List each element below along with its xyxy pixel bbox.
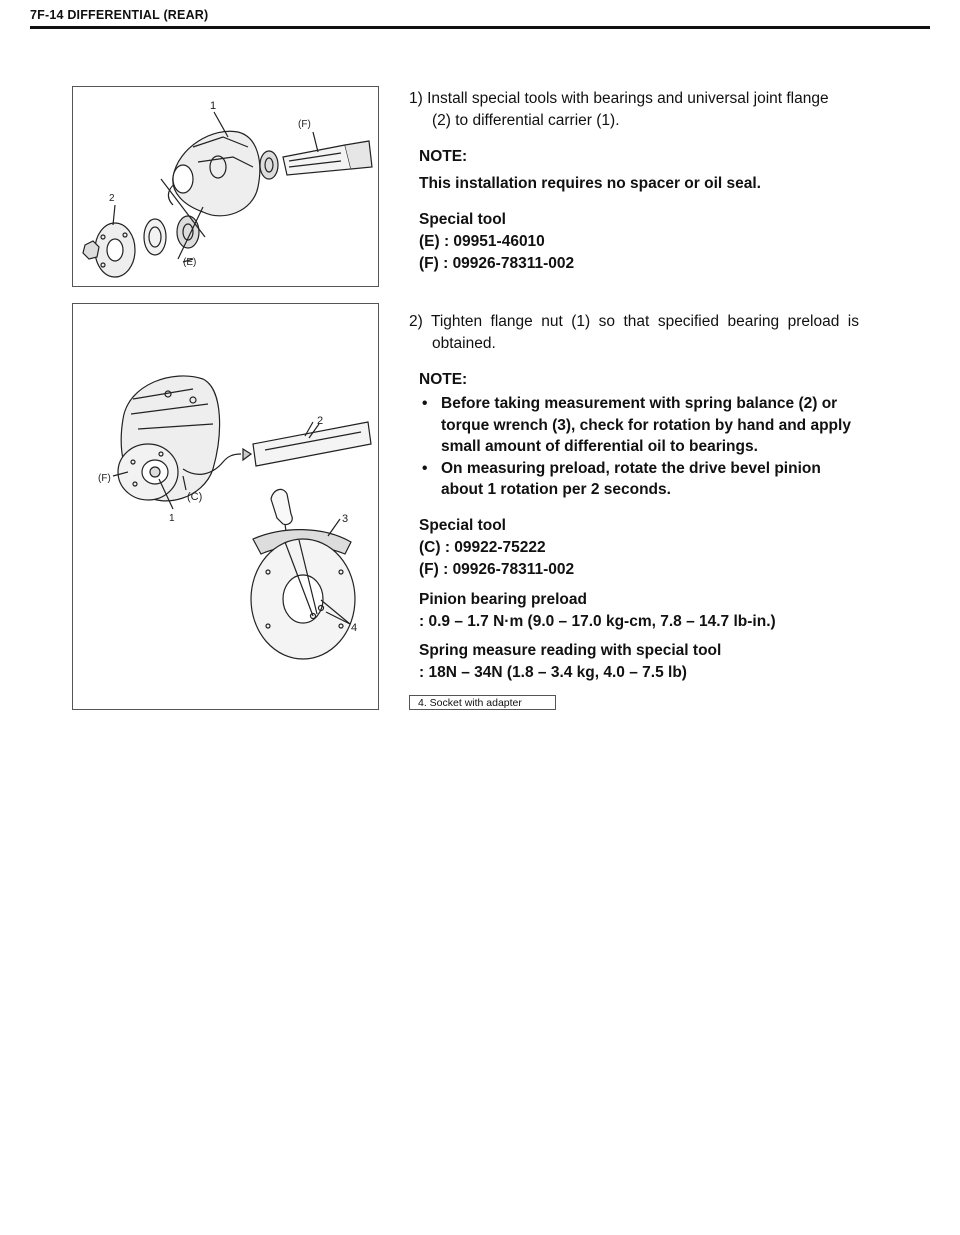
special-tool-title-2: Special tool <box>419 517 506 534</box>
figure-preload-measurement <box>72 303 379 710</box>
bullet1-line3: small amount of differential oil to bearings. <box>441 438 758 455</box>
svg-text:(F): (F) <box>98 473 111 484</box>
step1-line2: (2) to differential carrier (1). <box>432 112 620 129</box>
svg-text:1: 1 <box>169 513 175 524</box>
bullet-dot: • <box>422 459 428 477</box>
svg-text:2: 2 <box>109 193 115 204</box>
note2-label: NOTE: <box>419 371 468 388</box>
svg-text:3: 3 <box>342 513 349 525</box>
special-tool-title-1: Special tool <box>419 211 506 228</box>
note2-bullet-2 <box>419 458 855 501</box>
spring-reading-title: Spring measure reading with special tool <box>419 642 722 659</box>
special-tool-e: (E) : 09951-46010 <box>419 233 545 250</box>
bullet1-line1: Before taking measurement with spring balance (2) or <box>441 395 838 412</box>
page-header: 7F-14 DIFFERENTIAL (REAR) <box>30 8 209 22</box>
note1-label: NOTE: <box>419 148 468 165</box>
special-tool-c: (C) : 09922-75222 <box>419 539 546 556</box>
step1-line1: 1) Install special tools with bearings and universal joint flange <box>409 90 829 107</box>
installation-illustration <box>73 87 378 286</box>
bullet2-line2: about 1 rotation per 2 seconds. <box>441 481 671 498</box>
special-tool-f-2: (F) : 09926-78311-002 <box>419 561 575 578</box>
svg-text:(F): (F) <box>298 119 311 130</box>
bullet-dot: • <box>422 395 428 412</box>
svg-text:(E): (E) <box>183 257 197 268</box>
note1-text: This installation requires no spacer or oil seal. <box>419 175 761 192</box>
figure-install-tools <box>72 86 379 287</box>
legend-box: 4. Socket with adapter <box>409 695 556 710</box>
step1-instruction <box>409 88 859 132</box>
special-tool-f-1: (F) : 09926-78311-002 <box>419 255 575 272</box>
note2-bullet-list <box>419 393 855 501</box>
step2-instruction <box>409 311 859 355</box>
step2-line2: obtained. <box>432 335 496 352</box>
bullet2-line1: On measuring preload, rotate the drive bevel pinion <box>441 459 821 477</box>
note2-bullet-1 <box>419 393 855 458</box>
preload-value: : 0.9 – 1.7 N·m (9.0 – 17.0 kg-cm, 7.8 – 14.7 lb-in.) <box>419 613 776 630</box>
step2-line1: 2) Tighten flange nut (1) so that specified bearing preload is <box>409 313 859 330</box>
svg-text:2: 2 <box>317 415 324 427</box>
svg-text:(C): (C) <box>187 491 203 503</box>
header-rule <box>30 26 930 29</box>
spring-reading-value: : 18N – 34N (1.8 – 3.4 kg, 4.0 – 7.5 lb) <box>419 664 687 681</box>
svg-text:1: 1 <box>210 100 217 112</box>
bullet1-line2: torque wrench (3), check for rotation by hand and apply <box>441 416 851 434</box>
svg-text:4: 4 <box>351 622 358 634</box>
preload-title: Pinion bearing preload <box>419 591 587 608</box>
preload-illustration <box>73 304 378 709</box>
